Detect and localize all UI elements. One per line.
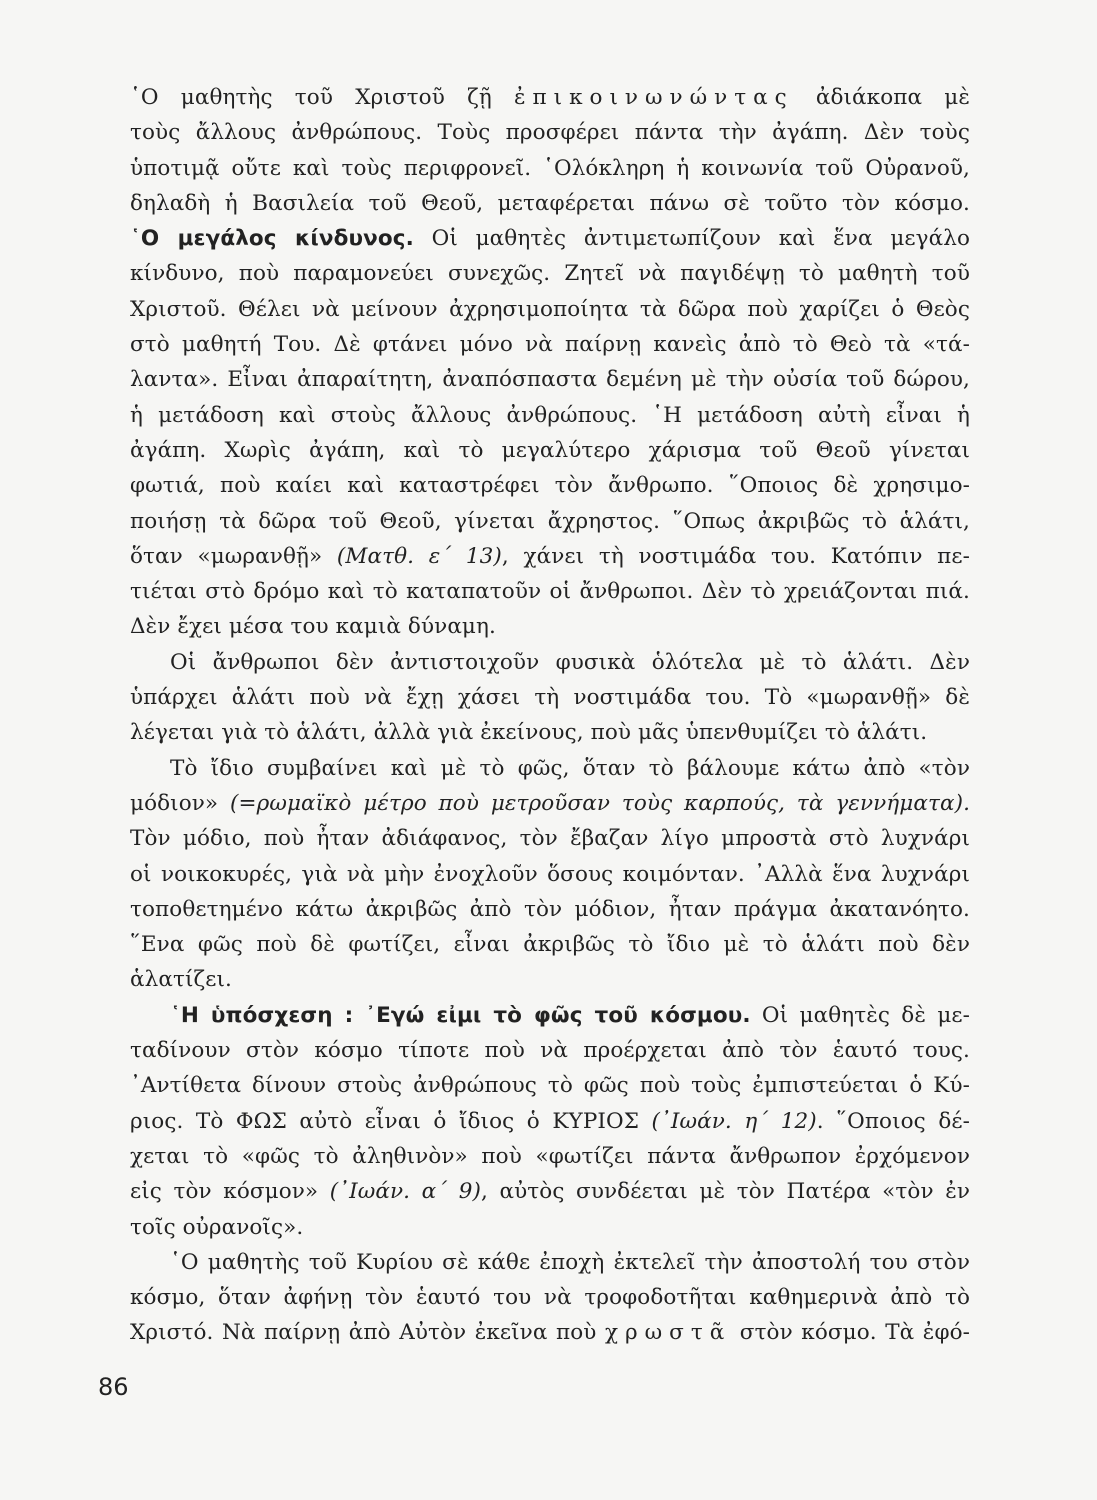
text-line (130, 256, 970, 291)
citation: (᾿Ιωάν. η΄ 12) (651, 1108, 817, 1134)
text-line (130, 1068, 970, 1103)
text-segment: . ῞Οποιος δέ- (816, 1108, 970, 1134)
section-heading: ῾Ο μεγάλος κίνδυνος. (130, 226, 414, 252)
text-segment: ὑποτιμᾷ οὔτε καὶ τοὺς περιφρονεῖ. ῾Ολόκληρη ἡ κοινωνία τοῦ Οὐρανοῦ, (130, 155, 970, 181)
page-number: 86 (98, 1373, 129, 1401)
text-line (130, 115, 970, 150)
text-line (130, 609, 970, 644)
text-line (130, 221, 970, 256)
text-segment: Οἱ μαθητὲς δὲ με- (750, 1002, 970, 1028)
text-segment: στὸ μαθητή Του. Δὲ φτάνει μόνο νὰ παίρνῃ κανεὶς ἀπὸ τὸ Θεὸ τὰ «τά- (130, 332, 970, 358)
text-segment: ριος. Τὸ ΦΩΣ αὐτὸ εἶναι ὁ ἴδιος ὁ ΚΥΡΙΟΣ (130, 1108, 652, 1134)
text-line (130, 362, 970, 397)
text-segment: εἰς τὸν κόσμον» (130, 1179, 330, 1205)
text-segment: ἡ μετάδοση καὶ στοὺς ἄλλους ἀνθρώπους. ῾Η μετάδοση αὐτὴ εἶναι ἡ (130, 402, 970, 428)
text-segment: οἱ νοικοκυρές, γιὰ νὰ μὴν ἐνοχλοῦν ὅσους κοιμόνταν. ᾿Αλλὰ ἕνα λυχνάρι (130, 861, 970, 887)
text-segment: κίνδυνο, ποὺ παραμονεύει συνεχῶς. Ζητεῖ νὰ παγιδέψῃ τὸ μαθητὴ τοῦ (130, 261, 970, 287)
text-line (130, 892, 970, 927)
text-segment: Τὸν μόδιο, ποὺ ἦταν ἀδιάφανος, τὸν ἔβαζαν λίγο μπροστὰ στὸ λυχνάρι (130, 826, 970, 852)
text-segment: φωτιά, ποὺ καίει καὶ καταστρέφει τὸν ἄνθρωπο. ῞Οποιος δὲ χρησιμο- (130, 473, 970, 499)
text-segment: Τὸ ἴδιο συμβαίνει καὶ μὲ τὸ φῶς, ὅταν τὸ βάλουμε κάτω ἀπὸ «τὸν (170, 755, 970, 781)
section-heading: ῾Η ὑπόσχεση : ᾿Εγώ εἰμι τὸ φῶς τοῦ κόσμου. (170, 1002, 751, 1028)
text-line (130, 1280, 970, 1315)
text-line (130, 1104, 970, 1139)
text-line (130, 998, 970, 1033)
text-segment: ἀδιάκοπα μὲ (793, 85, 971, 110)
text-segment: λαντα». Εἶναι ἀπαραίτητη, ἀναπόσπαστα δεμένη μὲ τὴν οὐσία τοῦ δώρου, (130, 367, 970, 393)
text-line (130, 1139, 970, 1174)
text-line (130, 80, 970, 115)
text-line (130, 1210, 970, 1245)
text-line (130, 962, 970, 997)
text-line (130, 1245, 970, 1280)
text-line (130, 645, 970, 680)
text-segment: χρωστᾶ (604, 1320, 732, 1346)
text-segment: ᾿Αντίθετα δίνουν στοὺς ἀνθρώπους τὸ φῶς ποὺ τοὺς ἐμπιστεύεται ὁ Κύ- (130, 1073, 970, 1099)
text-line (130, 1033, 970, 1068)
text-line (130, 821, 970, 856)
text-line (130, 398, 970, 433)
text-line (130, 680, 970, 715)
text-segment: κόσμο, ὅταν ἀφήνῃ τὸν ἑαυτό του νὰ τροφοδοτῆται καθημερινὰ ἀπὸ τὸ (130, 1285, 970, 1311)
text-segment: Οἱ ἄνθρωποι δὲν ἀντιστοιχοῦν φυσικὰ ὁλότελα μὲ τὸ ἁλάτι. Δὲν (170, 649, 970, 675)
text-segment: μόδιον» (130, 790, 230, 816)
text-line (130, 327, 970, 362)
text-segment: ἀγάπη. Χωρὶς ἀγάπη, καὶ τὸ μεγαλύτερο χάρισμα τοῦ Θεοῦ γίνεται (130, 437, 970, 463)
text-segment: Χριστοῦ. Θέλει νὰ μείνουν ἀχρησιμοποίητα τὰ δῶρα ποὺ χαρίζει ὁ Θεὸς (130, 296, 970, 322)
text-segment: τιέται στὸ δρόμο καὶ τὸ καταπατοῦν οἱ ἄνθρωποι. Δὲν τὸ χρειάζονται πιά. (130, 579, 970, 605)
text-segment: ὅταν «μωρανθῇ» (130, 543, 337, 569)
text-line (130, 433, 970, 468)
text-segment: Δὲν ἔχει μέσα του καμιὰ δύναμη. (130, 614, 496, 640)
text-line (130, 927, 970, 962)
text-line (130, 786, 970, 821)
citation: (Ματθ. ε΄ 13) (336, 543, 502, 569)
text-segment: ῞Ενα φῶς ποὺ δὲ φωτίζει, εἶναι ἀκριβῶς τὸ ἴδιο μὲ τὸ ἁλάτι ποὺ δὲν (130, 932, 970, 958)
text-segment: δηλαδὴ ἡ Βασιλεία τοῦ Θεοῦ, μεταφέρεται πάνω σὲ τοῦτο τὸν κόσμο. (130, 190, 970, 216)
text-segment: ταδίνουν στὸν κόσμο τίποτε ποὺ νὰ προέρχεται ἀπὸ τὸν ἑαυτό τους. (130, 1038, 970, 1064)
text-line (130, 1315, 970, 1350)
text-segment: ποιήσῃ τὰ δῶρα τοῦ Θεοῦ, γίνεται ἄχρηστος. ῞Οπως ἀκριβῶς τὸ ἁλάτι, (130, 508, 970, 534)
text-line (130, 751, 970, 786)
text-line (130, 539, 970, 574)
text-line (130, 574, 970, 609)
text-segment: , χάνει τὴ νοστιμάδα του. Κατόπιν πε- (501, 543, 970, 569)
citation: (=ρωμαϊκὸ μέτρο ποὺ μετροῦσαν τοὺς καρπούς, τὰ γεννήματα). (229, 790, 971, 816)
text-segment: χεται τὸ «φῶς τὸ ἀληθινὸν» ποὺ «φωτίζει πάντα ἄνθρωπον ἐρχόμενον (130, 1143, 970, 1169)
text-segment: ῾Ο μαθητὴς τοῦ Κυρίου σὲ κάθε ἐποχὴ ἐκτελεῖ τὴν ἀποστολή του στὸν (170, 1249, 970, 1275)
text-line (130, 292, 970, 327)
text-segment: στὸν κόσμο. Τὰ ἐφό- (731, 1320, 971, 1346)
text-segment: λέγεται γιὰ τὸ ἁλάτι, ἀλλὰ γιὰ ἐκείνους, ποὺ μᾶς ὑπενθυμίζει τὸ ἁλάτι. (130, 720, 928, 746)
citation: (᾿Ιωάν. α΄ 9) (329, 1179, 481, 1205)
text-segment: Οἱ μαθητὲς ἀντιμετωπίζουν καὶ ἕνα μεγάλο (413, 226, 970, 252)
text-segment: τοῖς οὐρανοῖς». (130, 1214, 304, 1240)
text-segment: ἐπικοινωνώντας (514, 85, 794, 110)
text-segment: Χριστό. Νὰ παίρνῃ ἀπὸ Αὐτὸν ἐκεῖνα ποὺ (130, 1320, 605, 1346)
text-line (130, 504, 970, 539)
text-line (130, 186, 970, 221)
text-segment: τοποθετημένο κάτω ἀκριβῶς ἀπὸ τὸν μόδιον, ἦταν πράγμα ἀκατανόητο. (130, 896, 970, 922)
text-line (130, 468, 970, 503)
text-line (130, 1174, 970, 1209)
text-segment: ῾Ο μαθητὴς τοῦ Χριστοῦ ζῇ (130, 85, 515, 110)
text-segment: ἁλατίζει. (130, 967, 232, 993)
text-segment: τοὺς ἄλλους ἀνθρώπους. Τοὺς προσφέρει πάντα τὴν ἀγάπη. Δὲν τοὺς (130, 120, 970, 146)
page-text (130, 80, 970, 1351)
text-segment: , αὐτὸς συνδέεται μὲ τὸν Πατέρα «τὸν ἐν (480, 1179, 971, 1205)
text-line (130, 715, 970, 750)
text-line (130, 151, 970, 186)
text-segment: ὑπάρχει ἁλάτι ποὺ νὰ ἔχῃ χάσει τὴ νοστιμάδα του. Τὸ «μωρανθῇ» δὲ (130, 685, 970, 711)
text-line (130, 857, 970, 892)
